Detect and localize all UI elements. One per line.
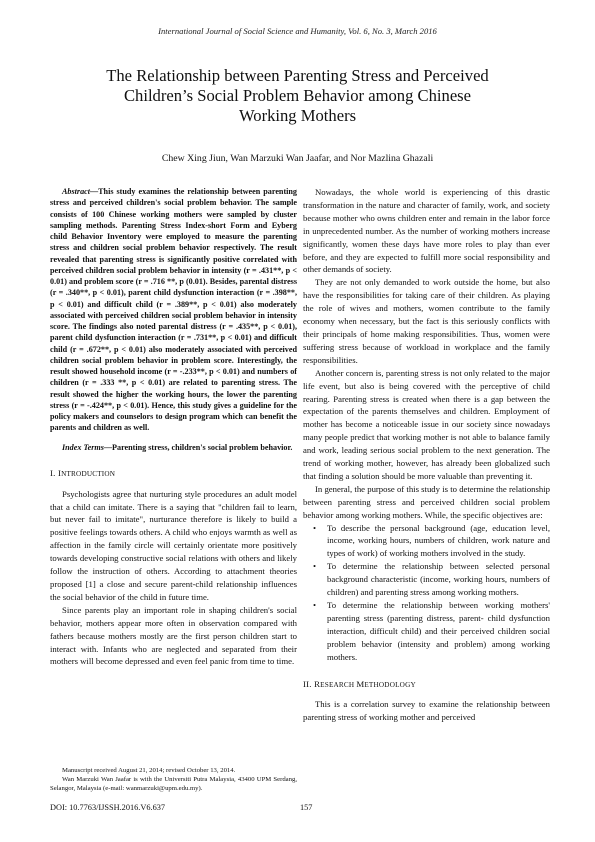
body-paragraph: Another concern is, parenting stress is not only related to the major life event, but also is being covered with the perceptive of child rearing. Parenting stress is created when there is a gap between the expectation of the parents themselves and children. Employment of mother has become a noticeable issue in our society since nowadays many people predict that working mother is not able to balance family and work, leading serious social problem to the next generation. The trend of working mother, however, has already been globalized such that finding a solution should be more valuable than preventing it. — [303, 367, 550, 481]
footnote: Manuscript received August 21, 2014; revised October 13, 2014. — [62, 767, 236, 774]
section-initial: I — [57, 467, 62, 478]
title-line: The Relationship between Parenting Stress and Perceived — [106, 66, 489, 85]
abstract — [50, 186, 297, 434]
paper-title — [50, 66, 545, 126]
intro-paragraph: Since parents play an important role in shaping children's social behavior, mothers appear more often in observation compared with fathers because mothers mostly are the first person children start to interact with. Infants who are neglected and separated from their mothers will become depressed and even feel panic from time to time. — [50, 604, 297, 667]
page-number: 157 — [300, 803, 313, 812]
body-paragraph: Nowadays, the whole world is experiencing of this drastic transformation in the nature and character of family, work, and society because mother who owns children enter and remain in the labor force in unprecedented number. As the number of working mothers increase significantly, women these days have more roles to play than ever before, and they are expected to fulfill more social responsibility and other demands of society. — [303, 187, 550, 275]
section-heading-methodology — [303, 678, 550, 692]
footnote: Wan Marzuki Wan Jaafar is with the Universiti Putra Malaysia, 43400 UPM Serdang, Selangor, Malaysia (e-mail: wanmarzuki@upm.edu.my). — [50, 776, 297, 793]
section-initial: M — [356, 678, 365, 689]
doi: DOI: 10.7763/IJSSH.2016.V6.637 — [50, 803, 166, 812]
section-numeral: I. — [50, 467, 56, 478]
left-column — [50, 186, 297, 668]
journal-header: International Journal of Social Science and Humanity, Vol. 6, No. 3, March 2016 — [158, 26, 437, 36]
abstract-text: —This study examines the relationship between parenting stress and perceived children's social problem behavior. The sample consists of 100 Chinese working mothers were sampled by cluster sampling methods. Parenting Stress Index-short Form and Eyberg child Behavior Inventory were employed to measure the parenting stress and children social problem behavior respectively. The result revealed that parenting stress is significantly positive correlated with perceived children social problem behavior in intensity (r = .431**, p < 0.01) and problem score (r = .716 **, p (0.01). Besides, parental distress (r = .340**, p < 0.01), parent child dysfunction interaction (r = .398**, p < 0.01) and difficult child (r = .389**, p < 0.01) also moderately associated with perceived children social problem behavior in intensity score. The findings also noted parental distress (r = .435**, p < 0.01), parent child dysfunction interaction (r = .731**, p < 0.01) and difficult child (r = .672**, p < 0.01) also moderately associated with perceived children social problem behavior in problem score. Interestingly, the result showed household income (r = -.233**, p < 0.01) and numbers of children (r = .333 **, p < 0.01) are related to parenting stress. The result showed the higher the working hours, the lower the parenting stress (r = -.424**, p < 0.01). Hence, this study gives a guideline for the policy makers and counselors to design program which can benefit the parents and children as well. — [50, 187, 297, 433]
index-terms — [50, 442, 297, 453]
section-rest: NTRODUCTION — [61, 469, 116, 478]
abstract-lead: Abstract — [62, 187, 90, 196]
footnotes — [50, 766, 297, 794]
section-initial: R — [314, 678, 321, 689]
index-terms-text: —Parenting stress, children's social problem behavior. — [103, 442, 293, 452]
author-list: Chew Xing Jiun, Wan Marzuki Wan Jaafar, and Nor Mazlina Ghazali — [161, 153, 434, 164]
section-rest: ESEARCH — [320, 680, 357, 689]
objectives-list — [303, 522, 550, 664]
objective-item: • To determine the relationship between selected personal background characteristic (income, working hours, numbers of children) and parenting stress among working mothers. — [313, 560, 550, 599]
title-line: Working Mothers — [238, 106, 357, 125]
title-line: Children’s Social Problem Behavior among Chinese — [123, 86, 472, 105]
section-heading-introduction — [50, 467, 297, 481]
right-column — [303, 186, 550, 724]
objective-item: • To describe the personal background (age, education level, income, working hours, numbers of children, work nature and types of work) of working mothers involved in the study. — [313, 522, 550, 561]
section-rest: ETHODOLOGY — [364, 680, 416, 689]
section-numeral: II. — [303, 678, 312, 689]
body-paragraph: They are not only demanded to work outside the home, but also have the responsibilities for taking care of their children. As playing the role of wives and mothers, women contribute to the family economy when necessary, but the fact is this seriously conflicts with their principals of home making responsibilities. Thus, women were suffering stress because of workload in workplace and the family responsibilities. — [303, 277, 550, 365]
intro-paragraph: Psychologists agree that nurturing style procedures an adult model that a child can imitate. There is a saying that "children fail to learn, but never fail to imitate", nurturance therefore is likely to build a positive feelings towards others. A child who enjoys warmth as well as affection in the family circle will certainly orientate more positively towards developing constructive social relations with others and likely follow the instruction of others. According to attachment theories proposed [1] a close and secure parent-child relationship influences the social behavior of the child in future time. — [50, 488, 297, 602]
method-paragraph: This is a correlation survey to examine the relationship between parenting stress of working mother and perceived — [303, 699, 550, 723]
index-terms-lead: Index Terms — [62, 442, 104, 452]
objective-item: • To determine the relationship between working mothers' parenting stress (parenting distress, parent- child dysfunction interaction, difficult child) and their perceived children social problem behavior (intensity and problem) among working mothers. — [313, 599, 550, 664]
body-paragraph: In general, the purpose of this study is to determine the relationship between parenting stress and perceived children social problem behavior among working mothers. While, the specific objectives are: — [303, 483, 550, 520]
